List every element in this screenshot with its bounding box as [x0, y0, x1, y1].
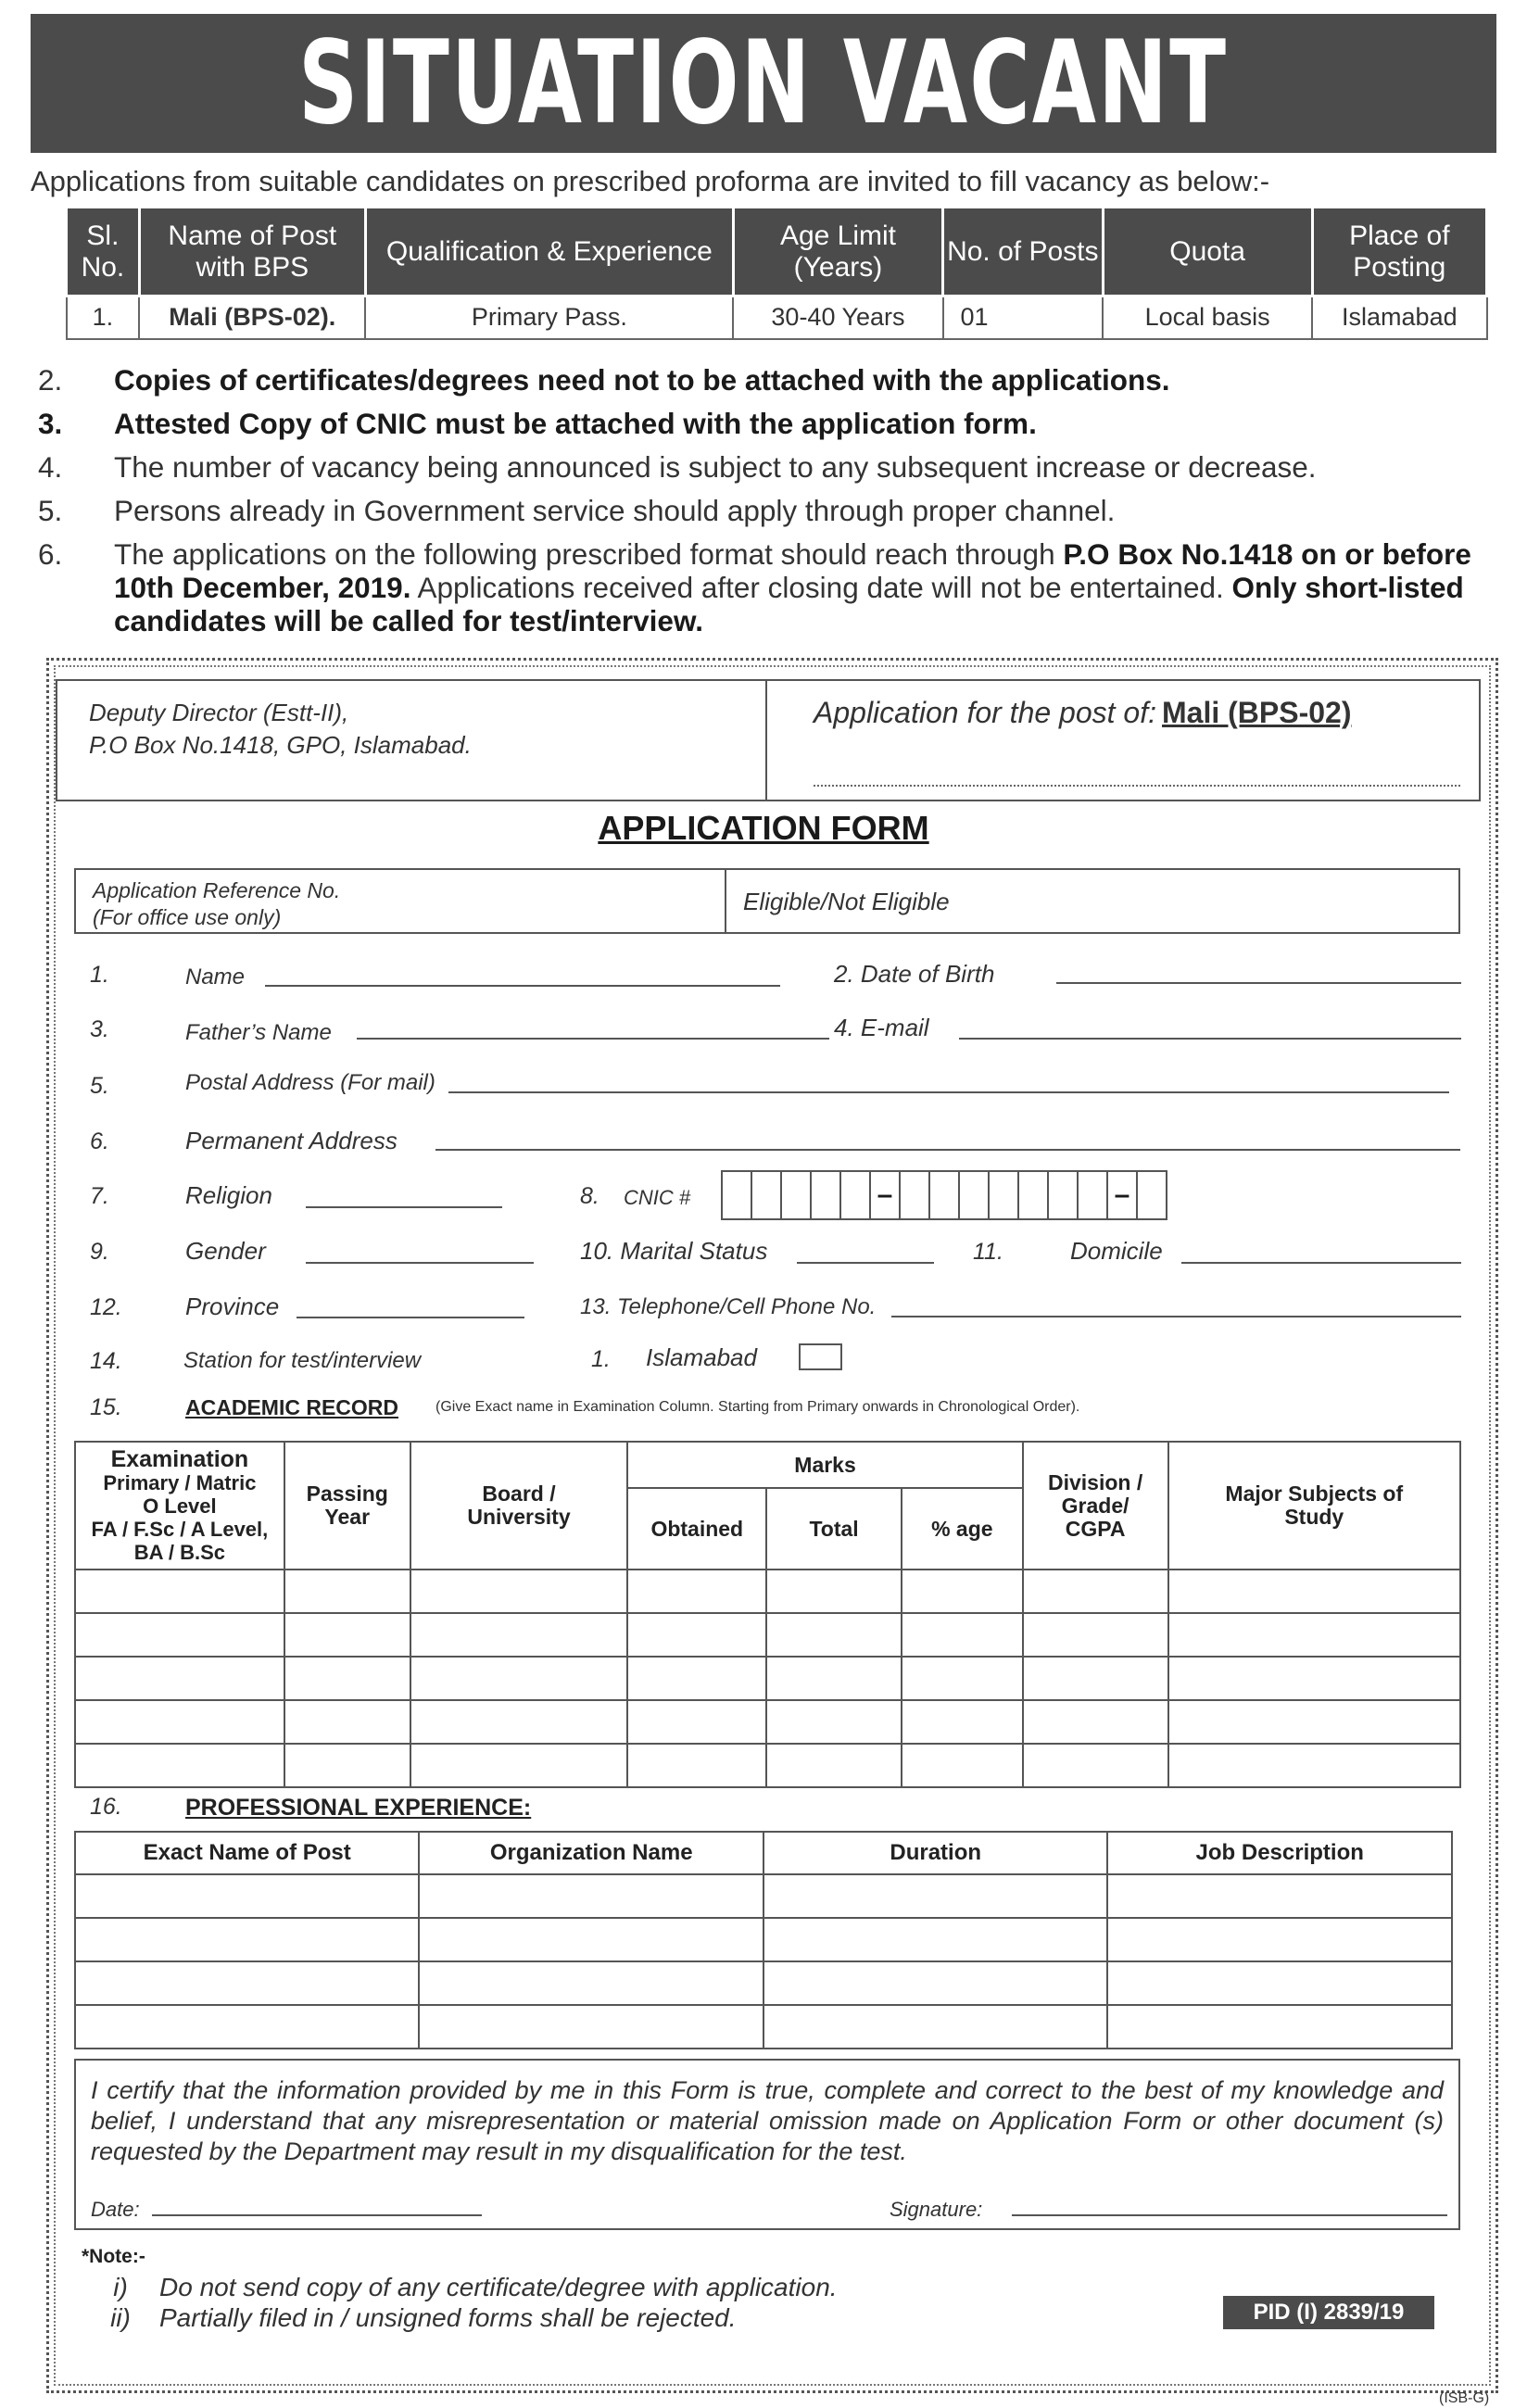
table-cell[interactable]	[1023, 1570, 1168, 1613]
vacancy-col-header: Age Limit (Years)	[733, 208, 942, 296]
province-label: Province	[185, 1292, 280, 1320]
cnic-digit-box[interactable]	[928, 1170, 960, 1220]
col-header: Exact Name of Post	[75, 1832, 419, 1874]
table-cell: Primary Pass.	[365, 296, 733, 339]
field-number: 15.	[90, 1394, 122, 1420]
table-cell[interactable]	[284, 1570, 410, 1613]
cnic-digit-box[interactable]	[839, 1170, 871, 1220]
field-number: 16.	[90, 1794, 122, 1820]
table-cell[interactable]	[75, 1570, 284, 1613]
table-cell[interactable]	[1107, 1918, 1452, 1961]
address-line: Deputy Director (Estt-II),	[89, 699, 349, 726]
table-row	[75, 1570, 1460, 1613]
col-header-line: University	[467, 1505, 571, 1529]
cnic-digit-box[interactable]	[1136, 1170, 1167, 1220]
table-cell[interactable]	[1168, 1657, 1460, 1700]
table-cell[interactable]	[764, 1918, 1107, 1961]
table-cell: Islamabad	[1312, 296, 1486, 339]
professional-experience-table	[74, 1831, 1453, 2049]
table-cell[interactable]	[902, 1613, 1023, 1657]
notes-section	[82, 2241, 838, 2333]
date-label: Date:	[91, 2198, 140, 2221]
table-cell[interactable]	[766, 1700, 902, 1744]
table-cell[interactable]	[1168, 1700, 1460, 1744]
address-box	[56, 679, 767, 801]
table-cell[interactable]	[1168, 1613, 1460, 1657]
cnic-digit-box[interactable]	[810, 1170, 841, 1220]
list-item-text: Attested Copy of CNIC must be attached with the application form.	[114, 407, 1037, 440]
list-item	[31, 450, 1504, 484]
vacancy-col-header: Place of Posting	[1312, 208, 1486, 296]
col-header-line: Examination	[110, 1445, 249, 1472]
eligibility-label: Eligible/Not Eligible	[725, 870, 950, 932]
academic-record-table	[74, 1441, 1461, 1788]
list-item	[82, 2302, 838, 2333]
vacancy-table	[65, 206, 1488, 340]
islamabad-checkbox[interactable]	[799, 1343, 842, 1370]
table-cell[interactable]	[764, 2005, 1107, 2049]
col-header-line: BA / B.Sc	[133, 1540, 225, 1564]
list-item-text: Copies of certificates/degrees need not to be attached with the applications.	[114, 363, 1170, 397]
note-text: Do not send copy of any certificate/degree with application.	[159, 2273, 838, 2301]
cnic-digit-box[interactable]	[958, 1170, 990, 1220]
dob-field[interactable]	[1056, 982, 1461, 984]
intro-text: Applications from suitable candidates on prescribed proforma are invited to fill vacancy as below:-	[31, 165, 1270, 197]
cnic-digit-box[interactable]	[721, 1170, 752, 1220]
gender-field[interactable]	[306, 1262, 534, 1264]
col-header-line: Grade/	[1061, 1493, 1129, 1518]
table-cell[interactable]	[766, 1570, 902, 1613]
field-number: 8.	[580, 1183, 599, 1209]
domicile-label: Domicile	[1070, 1237, 1163, 1265]
table-cell[interactable]	[1023, 1613, 1168, 1657]
col-total: Total	[766, 1488, 902, 1570]
field-number: 1.	[90, 962, 109, 988]
list-item	[31, 363, 1504, 397]
table-cell[interactable]	[419, 1961, 764, 2005]
list-item-text: The number of vacancy being announced is subject to any subsequent increase or decrease.	[114, 450, 1317, 484]
option-number: 1.	[591, 1346, 611, 1372]
table-cell: Mali (BPS-02).	[139, 296, 365, 339]
list-item	[82, 2272, 838, 2302]
table-cell: Local basis	[1103, 296, 1312, 339]
table-row	[75, 1918, 1452, 1961]
list-item-number: 5.	[38, 494, 63, 527]
signature-label: Signature:	[890, 2198, 983, 2221]
table-cell[interactable]	[419, 2005, 764, 2049]
fathers-name-field[interactable]	[357, 1038, 829, 1040]
table-cell[interactable]	[284, 1657, 410, 1700]
table-cell[interactable]	[1168, 1570, 1460, 1613]
address-line: P.O Box No.1418, GPO, Islamabad.	[89, 731, 472, 759]
list-item-text: Persons already in Government service should apply through proper channel.	[114, 494, 1116, 527]
cnic-digit-box[interactable]	[751, 1170, 782, 1220]
table-cell[interactable]	[1107, 1874, 1452, 1918]
table-cell[interactable]	[902, 1570, 1023, 1613]
cnic-digit-box[interactable]	[780, 1170, 812, 1220]
table-cell[interactable]	[75, 1874, 419, 1918]
name-label: Name	[185, 964, 246, 990]
table-cell[interactable]	[627, 1700, 766, 1744]
note-number: i)	[113, 2273, 128, 2301]
cnic-input[interactable]	[723, 1170, 1167, 1220]
cnic-digit-box[interactable]	[988, 1170, 1019, 1220]
vacancy-col-header: Name of Post with BPS	[139, 208, 365, 296]
col-header: Organization Name	[419, 1832, 764, 1874]
table-cell[interactable]	[410, 1744, 628, 1787]
table-cell[interactable]	[1023, 1657, 1168, 1700]
col-division	[1023, 1442, 1168, 1570]
field-number: 3.	[90, 1016, 109, 1042]
table-cell: 1.	[67, 296, 140, 339]
isb-code: (ISB-G)	[1439, 2390, 1490, 2406]
field-number: 6.	[90, 1128, 109, 1154]
table-cell[interactable]	[284, 1700, 410, 1744]
table-row	[75, 2005, 1452, 2049]
cnic-digit-box[interactable]	[1077, 1170, 1108, 1220]
header-row	[75, 1832, 1452, 1874]
table-row	[75, 1657, 1460, 1700]
date-field[interactable]	[152, 2214, 482, 2216]
reference-label	[93, 877, 340, 931]
postal-address-field[interactable]	[448, 1091, 1449, 1093]
closing-text-a: The applications on the following prescribed format should reach through	[114, 537, 1064, 571]
certification-box	[74, 2059, 1460, 2230]
reference-label-line: Application Reference No.	[93, 878, 341, 902]
table-row	[67, 296, 1487, 339]
header-row	[75, 1442, 1460, 1488]
email-label: 4. E-mail	[834, 1014, 929, 1041]
cnic-label: CNIC #	[624, 1186, 691, 1209]
vacancy-col-header: Quota	[1103, 208, 1312, 296]
col-header-line: Division /	[1047, 1469, 1143, 1494]
form-title	[0, 809, 1527, 848]
religion-field[interactable]	[306, 1206, 502, 1208]
closing-text-c: Applications received after closing date will not be entertained.	[410, 571, 1232, 604]
table-cell[interactable]	[75, 2005, 419, 2049]
list-item-text	[114, 537, 1504, 637]
table-row	[75, 1744, 1460, 1787]
title-banner	[31, 14, 1496, 153]
table-row	[75, 1961, 1452, 2005]
table-row	[75, 1700, 1460, 1744]
vacancy-header-row	[67, 208, 1487, 296]
list-item-number: 3.	[38, 407, 63, 440]
table-cell[interactable]	[902, 1700, 1023, 1744]
dob-label: 2. Date of Birth	[834, 960, 995, 988]
note-number: ii)	[110, 2303, 131, 2332]
table-cell[interactable]	[75, 1744, 284, 1787]
table-cell[interactable]	[75, 1918, 419, 1961]
academic-record-heading: ACADEMIC RECORD	[185, 1395, 398, 1419]
notes-heading: *Note:-	[82, 2246, 145, 2267]
table-cell[interactable]	[75, 1700, 284, 1744]
permanent-address-label: Permanent Address	[185, 1127, 398, 1154]
col-header-line: FA / F.Sc / A Level,	[91, 1517, 269, 1541]
fathers-name-label: Father’s Name	[185, 1020, 332, 1045]
field-number: 9.	[90, 1239, 109, 1265]
table-cell: 30-40 Years	[733, 296, 942, 339]
field-number: 7.	[90, 1183, 109, 1209]
table-cell[interactable]	[766, 1744, 902, 1787]
col-board	[410, 1442, 628, 1570]
reference-label-line: (For office use only)	[93, 905, 282, 929]
col-obtained: Obtained	[627, 1488, 766, 1570]
station-option-label: Islamabad	[646, 1343, 757, 1371]
cnic-digit-box[interactable]	[1047, 1170, 1079, 1220]
col-examination	[75, 1442, 284, 1570]
col-header-line: Study	[1284, 1505, 1344, 1529]
post-applied-label: Application for the post of:	[814, 696, 1156, 729]
col-header-line: Board /	[482, 1481, 556, 1506]
academic-record-note: (Give Exact name in Examination Column. Starting from Primary onwards in Chronological Order).	[435, 1399, 1080, 1415]
table-cell[interactable]	[284, 1744, 410, 1787]
list-item	[31, 407, 1504, 440]
col-marks: Marks	[627, 1442, 1022, 1488]
col-header: Duration	[764, 1832, 1107, 1874]
domicile-field[interactable]	[1181, 1262, 1461, 1264]
field-number: 11.	[973, 1239, 1003, 1265]
gender-label: Gender	[185, 1237, 266, 1265]
col-header: Job Description	[1107, 1832, 1452, 1874]
cnic-digit-box[interactable]	[1017, 1170, 1049, 1220]
col-header-line: O Level	[143, 1494, 217, 1518]
cnic-digit-box[interactable]	[899, 1170, 930, 1220]
field-number: 14.	[90, 1348, 122, 1374]
table-cell[interactable]	[419, 1874, 764, 1918]
table-cell: 01	[943, 296, 1104, 339]
certification-text: I certify that the information provided by me in this Form is true, complete and correct to the best of my knowledge and belief, I understand that any misrepresentation or material omission made on Application Form or other document (s) requested by the Department may result in my disqualification for the test.	[91, 2076, 1444, 2165]
email-field[interactable]	[959, 1038, 1461, 1040]
list-item-number: 2.	[38, 363, 63, 397]
vacancy-col-header: Qualification & Experience	[365, 208, 733, 296]
table-cell[interactable]	[75, 1961, 419, 2005]
table-cell[interactable]	[419, 1918, 764, 1961]
table-cell[interactable]	[410, 1657, 628, 1700]
table-cell[interactable]	[1107, 1961, 1452, 2005]
col-header-line: Primary / Matric	[103, 1470, 257, 1494]
cnic-separator: –	[869, 1170, 901, 1220]
telephone-field[interactable]	[891, 1316, 1461, 1317]
table-cell[interactable]	[75, 1613, 284, 1657]
marital-status-label: 10. Marital Status	[580, 1237, 768, 1265]
table-cell[interactable]	[410, 1613, 628, 1657]
religion-label: Religion	[185, 1181, 272, 1209]
list-item	[31, 494, 1504, 527]
col-header-line: Major Subjects of	[1225, 1481, 1404, 1506]
table-cell[interactable]	[75, 1657, 284, 1700]
table-cell[interactable]	[902, 1744, 1023, 1787]
col-passing-year	[284, 1442, 410, 1570]
closing-date: P.O Box No.1418 on or before 10th December, 2019.	[114, 537, 1471, 604]
pid-badge: PID (I) 2839/19	[1223, 2296, 1434, 2329]
table-cell[interactable]	[627, 1657, 766, 1700]
table-cell[interactable]	[1023, 1744, 1168, 1787]
table-cell[interactable]	[764, 1961, 1107, 2005]
table-cell[interactable]	[1107, 2005, 1452, 2049]
table-cell[interactable]	[1168, 1744, 1460, 1787]
field-number: 5.	[90, 1073, 109, 1099]
list-item-number: 6.	[38, 537, 63, 571]
permanent-address-field[interactable]	[435, 1149, 1460, 1151]
col-percentage: % age	[902, 1488, 1023, 1570]
table-cell[interactable]	[410, 1570, 628, 1613]
table-cell[interactable]	[627, 1744, 766, 1787]
table-cell[interactable]	[284, 1613, 410, 1657]
table-cell[interactable]	[1023, 1700, 1168, 1744]
name-field[interactable]	[265, 985, 780, 987]
table-cell[interactable]	[766, 1613, 902, 1657]
vacancy-col-header: Sl. No.	[67, 208, 140, 296]
cnic-separator: –	[1106, 1170, 1138, 1220]
table-cell[interactable]	[627, 1570, 766, 1613]
col-major-subjects	[1168, 1442, 1460, 1570]
col-header-line: Year	[324, 1505, 371, 1529]
instructions-list	[31, 363, 1504, 648]
table-cell[interactable]	[627, 1613, 766, 1657]
reference-box	[74, 868, 1460, 934]
table-cell[interactable]	[766, 1657, 902, 1700]
telephone-label: 13. Telephone/Cell Phone No.	[580, 1294, 877, 1319]
list-item	[31, 537, 1504, 637]
shortlist-note: Only short-listed candidates will be called for test/interview.	[114, 571, 1464, 637]
signature-field[interactable]	[1012, 2214, 1447, 2216]
post-applied-value: Mali (BPS-02)	[1162, 696, 1352, 729]
table-cell[interactable]	[764, 1874, 1107, 1918]
table-row	[75, 1613, 1460, 1657]
marital-status-field[interactable]	[797, 1262, 934, 1264]
banner-title: SITUATION VACANT	[298, 17, 1229, 150]
list-item-number: 4.	[38, 450, 63, 484]
post-applied-box	[767, 679, 1481, 801]
field-number: 12.	[90, 1294, 122, 1320]
dotted-line	[814, 785, 1460, 787]
professional-experience-heading: PROFESSIONAL EXPERIENCE:	[185, 1795, 532, 1821]
vacancy-col-header: No. of Posts	[943, 208, 1104, 296]
col-header-line: Passing	[306, 1481, 388, 1506]
table-cell[interactable]	[410, 1700, 628, 1744]
col-header-line: CGPA	[1065, 1516, 1126, 1541]
postal-address-label: Postal Address (For mail)	[185, 1070, 435, 1095]
table-cell[interactable]	[902, 1657, 1023, 1700]
station-label: Station for test/interview	[183, 1348, 422, 1373]
table-row	[75, 1874, 1452, 1918]
note-text: Partially filed in / unsigned forms shall be rejected.	[159, 2303, 737, 2332]
province-field[interactable]	[297, 1317, 524, 1318]
form-title-text: APPLICATION FORM	[598, 809, 929, 847]
